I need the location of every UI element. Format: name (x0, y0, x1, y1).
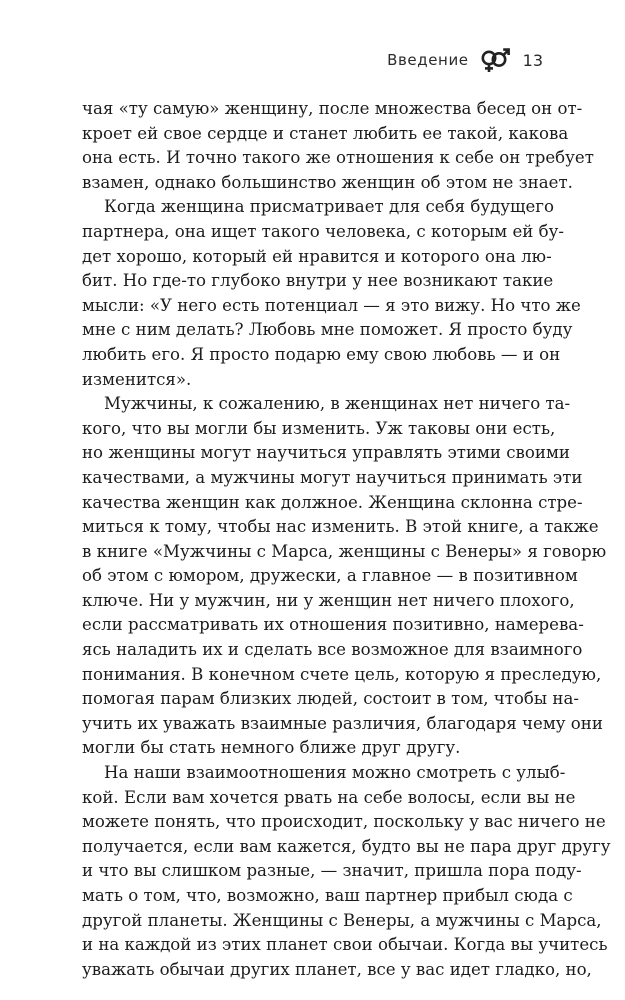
text-line: понимания. В конечном счете цель, которую я преследую, (82, 664, 602, 684)
text-line: можете понять, что происходит, поскольку у вас ничего не (82, 812, 606, 832)
page-number: 13 (522, 50, 543, 70)
text-line: дет хорошо, который ей нравится и которого она лю- (82, 246, 552, 266)
text-line: и что вы слишком разные, — значит, пришла пора поду- (82, 861, 582, 881)
text-line: она есть. И точно такого же отношения к себе он требует (82, 148, 594, 168)
text-line: другой планеты. Женщины с Венеры, а мужчины с Марса, (82, 910, 602, 930)
text-line: и на каждой из этих планет свои обычаи. Когда вы учитесь (82, 935, 608, 955)
running-header (387, 46, 543, 74)
text-line: Мужчины, к сожалению, в женщинах нет ничего та- (104, 394, 571, 414)
text-line: но женщины могут научиться управлять этими своими (82, 443, 570, 463)
text-line: миться к тому, чтобы нас изменить. В этой книге, а также (82, 517, 599, 537)
text-line: На наши взаимоотношения можно смотреть с улыб- (104, 763, 566, 783)
text-line: взамен, однако большинство женщин об этом не знает. (82, 172, 573, 192)
text-line: партнера, она ищет такого человека, с которым ей бу- (82, 221, 564, 241)
text-line: изменится». (82, 369, 192, 389)
text-line: мать о том, что, возможно, ваш партнер прибыл сюда с (82, 886, 573, 905)
text-line: любить его. Я просто подарю ему свою любовь — и он (82, 344, 561, 364)
text-line: бит. Но где-то глубоко внутри у нее возникают такие (82, 271, 554, 291)
text-line: Когда женщина присматривает для себя будущего (104, 197, 554, 217)
section-title: Введение (387, 51, 469, 69)
text-line: кой. Если вам хочется рвать на себе волосы, если вы не (82, 787, 576, 807)
text-line: если рассматривать их отношения позитивно, намерева- (82, 615, 584, 635)
text-line: учить их уважать взаимные различия, благодаря чему они (82, 713, 603, 733)
text-line: помогая парам близких людей, состоит в том, чтобы на- (82, 689, 579, 709)
text-line: получается, если вам кажется, будто вы не пара друг другу (82, 836, 611, 856)
text-line: мне с ним делать? Любовь мне поможет. Я просто буду (82, 320, 573, 340)
body-text (82, 97, 611, 982)
text-line: кроет ей свое сердце и станет любить ее такой, какова (82, 123, 569, 143)
text-line: ясь наладить их и сделать все возможное для взаимного (82, 640, 583, 660)
text-line: качествами, а мужчины могут научиться принимать эти (82, 467, 583, 487)
text-line: могли бы стать немного ближе друг другу. (82, 738, 461, 758)
male-female-symbols-icon (479, 46, 511, 74)
text-line: мысли: «У него есть потенциал — я это вижу. Но что же (82, 295, 581, 315)
text-line: об этом с юмором, дружески, а главное — в позитивном (82, 566, 578, 586)
text-line: уважать обычаи других планет, все у вас идет гладко, но, (82, 959, 592, 979)
text-line: в книге «Мужчины с Марса, женщины с Венеры» я говорю (82, 541, 607, 561)
text-line: кого, что вы могли бы изменить. Уж таковы они есть, (82, 418, 556, 438)
text-line: ключе. Ни у мужчин, ни у женщин нет ничего плохого, (82, 590, 575, 610)
text-line: чая «ту самую» женщину, после множества бесед он от- (82, 99, 583, 118)
text-line: качества женщин как должное. Женщина склонна стре- (82, 492, 583, 512)
